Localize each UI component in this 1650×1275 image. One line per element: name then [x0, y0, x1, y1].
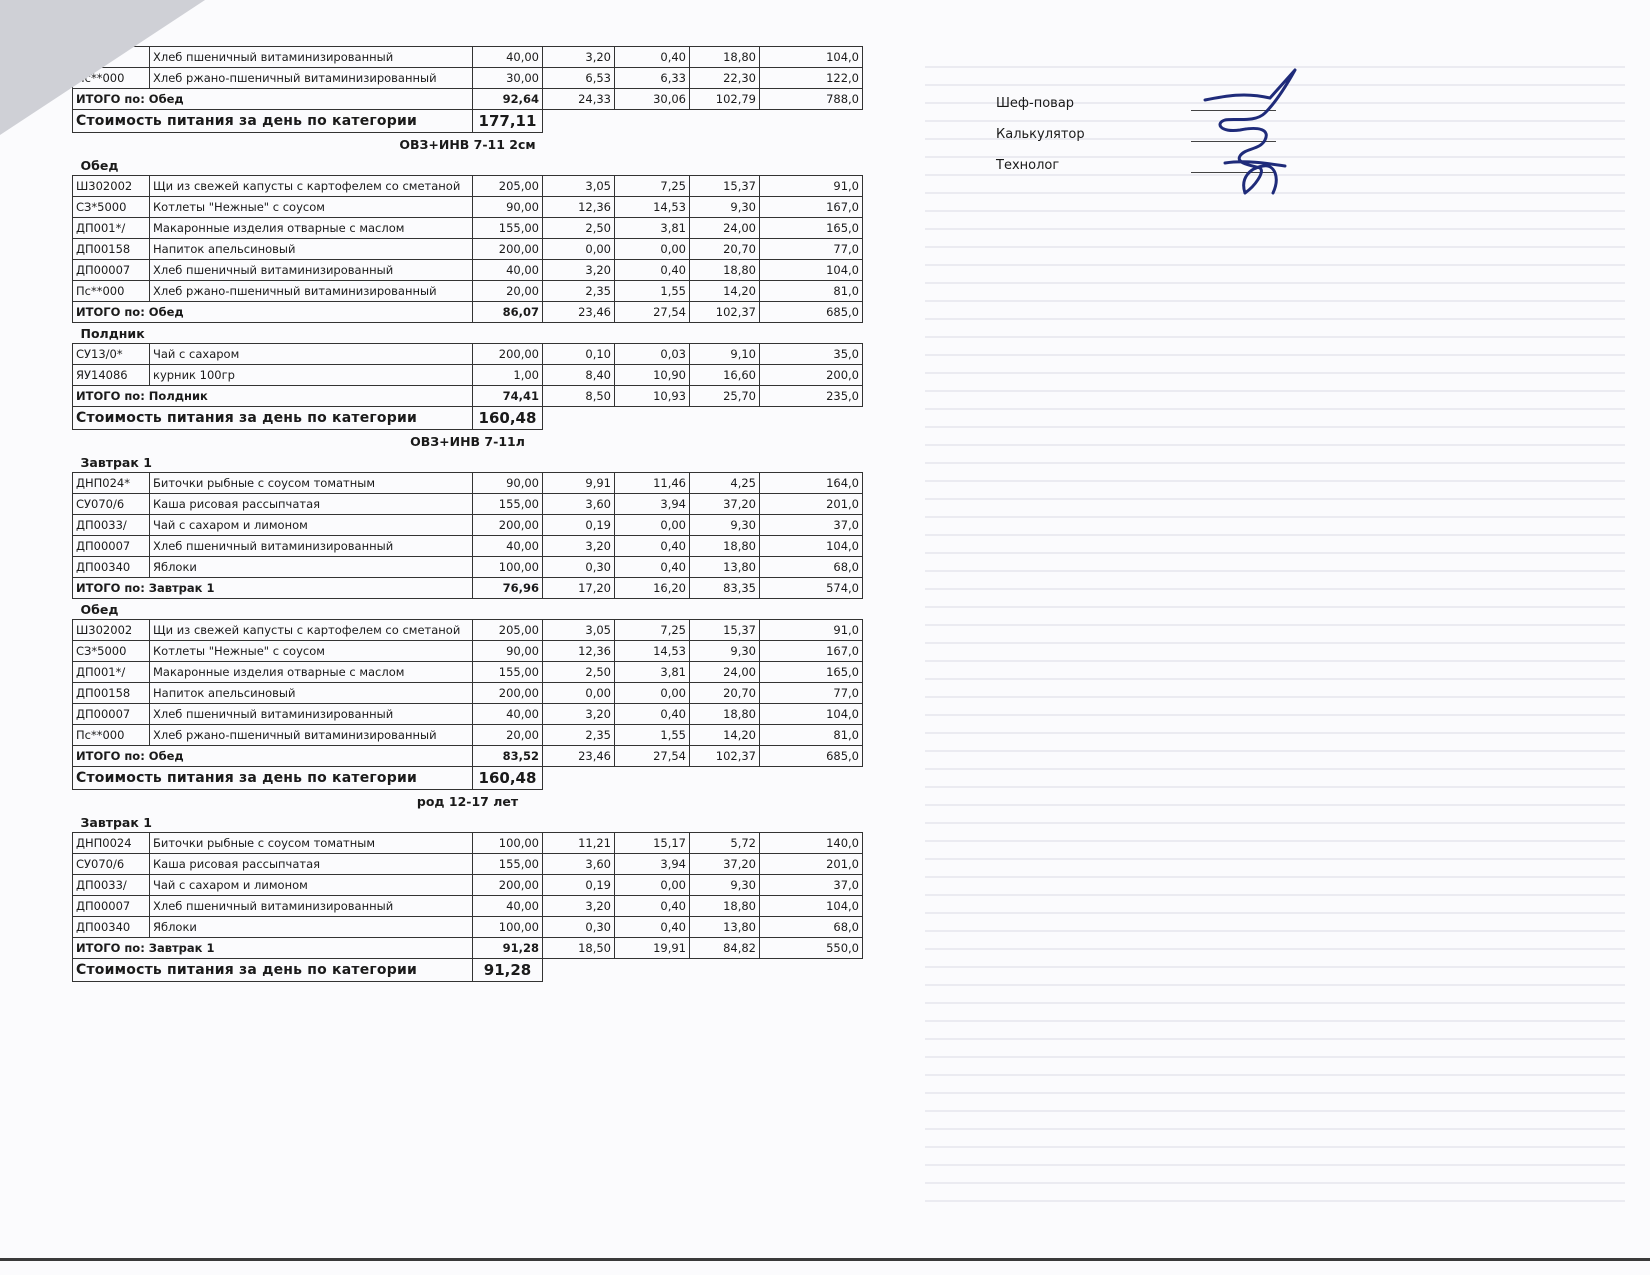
item-name: Хлеб ржано-пшеничный витаминизированный — [150, 725, 473, 746]
meal-total-value: 574,0 — [760, 578, 863, 599]
item-value: 1,55 — [615, 281, 690, 302]
item-value: 15,17 — [615, 833, 690, 854]
item-code: ДП00007 — [73, 536, 150, 557]
meal-total-label: ИТОГО по: Обед — [73, 746, 473, 767]
item-value: 40,00 — [473, 260, 543, 281]
meal-total-value: 788,0 — [760, 89, 863, 110]
item-name: Щи из свежей капусты с картофелем со сметаной — [150, 620, 473, 641]
meal-heading: Полдник — [80, 325, 145, 341]
item-value: 6,33 — [615, 68, 690, 89]
item-value: 0,00 — [615, 683, 690, 704]
meal-total-value: 18,50 — [543, 938, 615, 959]
item-value: 11,21 — [543, 833, 615, 854]
item-value: 40,00 — [473, 47, 543, 68]
item-value: 0,19 — [543, 515, 615, 536]
menu-item-row — [73, 662, 863, 683]
meal-total-row — [73, 578, 863, 599]
item-name: Хлеб пшеничный витаминизированный — [150, 896, 473, 917]
item-value: 68,0 — [760, 917, 863, 938]
meal-total-value: 19,91 — [615, 938, 690, 959]
item-value: 24,00 — [690, 218, 760, 239]
item-value: 18,80 — [690, 536, 760, 557]
item-value: 0,40 — [615, 917, 690, 938]
item-value: 3,20 — [543, 536, 615, 557]
meal-total-value: 23,46 — [543, 302, 615, 323]
item-value: 14,20 — [690, 281, 760, 302]
item-name: Каша рисовая рассыпчатая — [150, 494, 473, 515]
meal-total-value: 16,20 — [615, 578, 690, 599]
menu-item-row — [73, 896, 863, 917]
item-code: ЯУ14086 — [73, 365, 150, 386]
menu-table — [72, 46, 863, 982]
meal-heading: Завтрак 1 — [80, 814, 152, 830]
item-name: Котлеты "Нежные" с соусом — [150, 197, 473, 218]
category-heading: ОВЗ+ИНВ 7-11 2см — [399, 136, 536, 152]
meal-heading-row — [73, 812, 863, 833]
item-value: 20,70 — [690, 239, 760, 260]
item-name: Хлеб пшеничный витаминизированный — [150, 260, 473, 281]
item-value: 37,20 — [690, 854, 760, 875]
item-code: ДП001*/ — [73, 662, 150, 683]
item-value: 3,94 — [615, 494, 690, 515]
item-code: СЗ*5000 — [73, 197, 150, 218]
meal-total-row — [73, 938, 863, 959]
meal-total-row — [73, 386, 863, 407]
item-value: 4,25 — [690, 473, 760, 494]
item-name: Хлеб пшеничный витаминизированный — [150, 704, 473, 725]
spacer — [543, 110, 863, 133]
daily-cost-label: Стоимость питания за день по категории — [73, 767, 473, 790]
item-value: 200,00 — [473, 683, 543, 704]
item-value: 3,60 — [543, 854, 615, 875]
menu-item-row — [73, 281, 863, 302]
item-code: ДП0033/ — [73, 875, 150, 896]
menu-item-row — [73, 620, 863, 641]
item-name: Хлеб ржано-пшеничный витаминизированный — [150, 281, 473, 302]
item-name: Яблоки — [150, 917, 473, 938]
menu-item-row — [73, 917, 863, 938]
menu-item-row — [73, 344, 863, 365]
item-value: 20,00 — [473, 725, 543, 746]
item-value: 14,53 — [615, 197, 690, 218]
meal-total-label: ИТОГО по: Обед — [73, 89, 473, 110]
meal-heading-row — [73, 323, 863, 344]
item-value: 2,35 — [543, 281, 615, 302]
item-value: 104,0 — [760, 260, 863, 281]
item-value: 9,91 — [543, 473, 615, 494]
meal-heading-row — [73, 452, 863, 473]
calculator-label: Калькулятор — [996, 127, 1085, 142]
handwritten-signature — [1185, 68, 1300, 203]
item-code: ДП00158 — [73, 239, 150, 260]
meal-total-value: 91,28 — [473, 938, 543, 959]
meal-total-value: 550,0 — [760, 938, 863, 959]
item-value: 104,0 — [760, 536, 863, 557]
item-name: Котлеты "Нежные" с соусом — [150, 641, 473, 662]
menu-document — [72, 46, 862, 982]
item-code: ДП00340 — [73, 557, 150, 578]
item-value: 155,00 — [473, 854, 543, 875]
item-value: 167,0 — [760, 641, 863, 662]
item-value: 90,00 — [473, 473, 543, 494]
item-value: 12,36 — [543, 641, 615, 662]
menu-item-row — [73, 536, 863, 557]
item-value: 122,0 — [760, 68, 863, 89]
item-value: 155,00 — [473, 494, 543, 515]
item-code: ДНП0024 — [73, 833, 150, 854]
meal-total-value: 102,37 — [690, 302, 760, 323]
item-value: 3,81 — [615, 218, 690, 239]
item-name: Хлеб пшеничный витаминизированный — [150, 536, 473, 557]
meal-heading: Обед — [80, 601, 119, 617]
item-value: 37,0 — [760, 875, 863, 896]
meal-total-row — [73, 746, 863, 767]
item-name: Биточки рыбные с соусом томатным — [150, 473, 473, 494]
item-value: 3,20 — [543, 260, 615, 281]
item-value: 18,80 — [690, 260, 760, 281]
item-value: 0,00 — [615, 239, 690, 260]
item-name: курник 100гр — [150, 365, 473, 386]
item-value: 3,05 — [543, 620, 615, 641]
item-value: 37,0 — [760, 515, 863, 536]
item-value: 3,20 — [543, 896, 615, 917]
menu-item-row — [73, 704, 863, 725]
meal-total-value: 102,79 — [690, 89, 760, 110]
item-value: 91,0 — [760, 620, 863, 641]
menu-item-row — [73, 365, 863, 386]
spacer — [543, 407, 863, 430]
item-name: Хлеб ржано-пшеничный витаминизированный — [150, 68, 473, 89]
meal-total-value: 685,0 — [760, 746, 863, 767]
item-code: Ш302002 — [73, 620, 150, 641]
item-value: 40,00 — [473, 896, 543, 917]
item-value: 0,40 — [615, 47, 690, 68]
menu-item-row — [73, 875, 863, 896]
item-value: 201,0 — [760, 854, 863, 875]
item-name: Каша рисовая рассыпчатая — [150, 854, 473, 875]
item-value: 14,53 — [615, 641, 690, 662]
item-value: 15,37 — [690, 620, 760, 641]
bleed-through-text — [925, 50, 1625, 1210]
item-value: 205,00 — [473, 176, 543, 197]
daily-cost-value: 160,48 — [473, 407, 543, 430]
chef-label: Шеф-повар — [996, 96, 1075, 111]
item-code: ДП00340 — [73, 917, 150, 938]
item-value: 0,00 — [615, 875, 690, 896]
item-value: 0,30 — [543, 557, 615, 578]
item-value: 2,50 — [543, 662, 615, 683]
menu-item-row — [73, 218, 863, 239]
item-code: ДП00007 — [73, 896, 150, 917]
item-name: Напиток апельсиновый — [150, 239, 473, 260]
item-value: 3,20 — [543, 704, 615, 725]
item-value: 37,20 — [690, 494, 760, 515]
item-value: 201,0 — [760, 494, 863, 515]
meal-total-value: 10,93 — [615, 386, 690, 407]
item-code: СУ070/6 — [73, 494, 150, 515]
item-value: 2,50 — [543, 218, 615, 239]
item-value: 200,00 — [473, 239, 543, 260]
item-code: Ш302002 — [73, 176, 150, 197]
daily-cost-value: 177,11 — [473, 110, 543, 133]
menu-item-row — [73, 176, 863, 197]
item-value: 205,00 — [473, 620, 543, 641]
meal-total-label: ИТОГО по: Полдник — [73, 386, 473, 407]
item-value: 13,80 — [690, 557, 760, 578]
item-value: 3,94 — [615, 854, 690, 875]
item-value: 0,30 — [543, 917, 615, 938]
item-value: 0,40 — [615, 896, 690, 917]
meal-total-value: 30,06 — [615, 89, 690, 110]
item-value: 164,0 — [760, 473, 863, 494]
item-value: 22,30 — [690, 68, 760, 89]
item-value: 7,25 — [615, 176, 690, 197]
meal-total-value: 102,37 — [690, 746, 760, 767]
item-value: 40,00 — [473, 704, 543, 725]
item-code: ДНП024* — [73, 473, 150, 494]
item-value: 81,0 — [760, 725, 863, 746]
item-name: Яблоки — [150, 557, 473, 578]
item-value: 100,00 — [473, 917, 543, 938]
item-value: 3,60 — [543, 494, 615, 515]
item-value: 20,00 — [473, 281, 543, 302]
menu-item-row — [73, 854, 863, 875]
item-name: Чай с сахаром и лимоном — [150, 515, 473, 536]
item-value: 200,0 — [760, 365, 863, 386]
item-value: 18,80 — [690, 896, 760, 917]
item-value: 77,0 — [760, 239, 863, 260]
item-value: 91,0 — [760, 176, 863, 197]
meal-total-value: 74,41 — [473, 386, 543, 407]
spacer — [543, 767, 863, 790]
item-value: 100,00 — [473, 557, 543, 578]
item-value: 0,00 — [543, 239, 615, 260]
daily-cost-label: Стоимость питания за день по категории — [73, 959, 473, 982]
meal-total-value: 27,54 — [615, 746, 690, 767]
item-code: Пс**000 — [73, 281, 150, 302]
item-name: Макаронные изделия отварные с маслом — [150, 218, 473, 239]
item-value: 68,0 — [760, 557, 863, 578]
item-value: 5,72 — [690, 833, 760, 854]
meal-total-value: 92,64 — [473, 89, 543, 110]
item-code: Пс**000 — [73, 68, 150, 89]
item-value: 8,40 — [543, 365, 615, 386]
item-value: 9,30 — [690, 875, 760, 896]
item-value: 0,19 — [543, 875, 615, 896]
daily-cost-row — [73, 407, 863, 430]
technologist-label: Технолог — [996, 158, 1060, 173]
page-bottom-edge — [0, 1258, 1650, 1261]
category-heading-row — [73, 790, 863, 813]
item-value: 165,0 — [760, 662, 863, 683]
item-name: Биточки рыбные с соусом томатным — [150, 833, 473, 854]
meal-total-value: 83,52 — [473, 746, 543, 767]
item-value: 90,00 — [473, 197, 543, 218]
category-heading: ОВЗ+ИНВ 7-11л — [410, 433, 525, 449]
item-value: 6,53 — [543, 68, 615, 89]
item-value: 200,00 — [473, 515, 543, 536]
menu-item-row — [73, 239, 863, 260]
meal-heading-row — [73, 599, 863, 620]
menu-item-row — [73, 197, 863, 218]
item-value: 35,0 — [760, 344, 863, 365]
meal-heading-row — [73, 155, 863, 176]
item-value: 77,0 — [760, 683, 863, 704]
item-value: 0,10 — [543, 344, 615, 365]
item-value: 0,40 — [615, 557, 690, 578]
folded-corner — [0, 0, 205, 135]
category-heading-row — [73, 430, 863, 453]
category-heading: род 12-17 лет — [416, 793, 519, 809]
item-value: 9,30 — [690, 515, 760, 536]
item-name: Хлеб пшеничный витаминизированный — [150, 47, 473, 68]
item-name: Макаронные изделия отварные с маслом — [150, 662, 473, 683]
item-value: 104,0 — [760, 47, 863, 68]
meal-total-value: 76,96 — [473, 578, 543, 599]
menu-item-row — [73, 473, 863, 494]
item-value: 9,30 — [690, 197, 760, 218]
meal-total-value: 8,50 — [543, 386, 615, 407]
item-value: 81,0 — [760, 281, 863, 302]
item-value: 140,0 — [760, 833, 863, 854]
menu-item-row — [73, 494, 863, 515]
menu-item-row — [73, 515, 863, 536]
menu-item-row — [73, 683, 863, 704]
item-value: 155,00 — [473, 662, 543, 683]
meal-total-value: 23,46 — [543, 746, 615, 767]
meal-heading: Обед — [80, 157, 119, 173]
item-value: 3,05 — [543, 176, 615, 197]
item-name: Напиток апельсиновый — [150, 683, 473, 704]
item-value: 104,0 — [760, 896, 863, 917]
item-value: 9,30 — [690, 641, 760, 662]
meal-total-value: 25,70 — [690, 386, 760, 407]
item-code: СУ070/6 — [73, 854, 150, 875]
item-value: 16,60 — [690, 365, 760, 386]
meal-total-value: 83,35 — [690, 578, 760, 599]
item-code: ДП0033/ — [73, 515, 150, 536]
item-value: 0,40 — [615, 260, 690, 281]
menu-item-row — [73, 557, 863, 578]
daily-cost-label: Стоимость питания за день по категории — [73, 110, 473, 133]
meal-total-row — [73, 302, 863, 323]
item-value: 30,00 — [473, 68, 543, 89]
item-code: ДП001*/ — [73, 218, 150, 239]
item-name: Щи из свежей капусты с картофелем со сметаной — [150, 176, 473, 197]
item-code: ДП00007 — [73, 260, 150, 281]
item-value: 14,20 — [690, 725, 760, 746]
spacer — [543, 959, 863, 982]
item-value: 40,00 — [473, 536, 543, 557]
meal-total-value: 24,33 — [543, 89, 615, 110]
category-heading-row — [73, 133, 863, 156]
item-value: 200,00 — [473, 875, 543, 896]
item-code: СУ13/0* — [73, 344, 150, 365]
meal-total-label: ИТОГО по: Обед — [73, 302, 473, 323]
item-value: 165,0 — [760, 218, 863, 239]
item-value: 0,40 — [615, 536, 690, 557]
item-value: 155,00 — [473, 218, 543, 239]
item-code: ДП00158 — [73, 683, 150, 704]
menu-item-row — [73, 725, 863, 746]
item-value: 1,00 — [473, 365, 543, 386]
item-value: 13,80 — [690, 917, 760, 938]
item-value: 200,00 — [473, 344, 543, 365]
menu-item-row — [73, 833, 863, 854]
item-value: 12,36 — [543, 197, 615, 218]
item-name: Чай с сахаром и лимоном — [150, 875, 473, 896]
meal-total-label: ИТОГО по: Завтрак 1 — [73, 578, 473, 599]
item-value: 1,55 — [615, 725, 690, 746]
item-value: 9,10 — [690, 344, 760, 365]
item-value: 7,25 — [615, 620, 690, 641]
daily-cost-value: 160,48 — [473, 767, 543, 790]
item-value: 3,81 — [615, 662, 690, 683]
meal-heading: Завтрак 1 — [80, 454, 152, 470]
item-code: Пс**000 — [73, 725, 150, 746]
item-value: 20,70 — [690, 683, 760, 704]
item-value: 18,80 — [690, 704, 760, 725]
meal-total-label: ИТОГО по: Завтрак 1 — [73, 938, 473, 959]
meal-total-value: 17,20 — [543, 578, 615, 599]
item-value: 18,80 — [690, 47, 760, 68]
item-name: Чай с сахаром — [150, 344, 473, 365]
item-value: 0,00 — [615, 515, 690, 536]
item-value: 0,40 — [615, 704, 690, 725]
item-value: 15,37 — [690, 176, 760, 197]
menu-item-row — [73, 641, 863, 662]
daily-cost-row — [73, 959, 863, 982]
item-value: 3,20 — [543, 47, 615, 68]
meal-total-value: 84,82 — [690, 938, 760, 959]
item-value: 0,00 — [543, 683, 615, 704]
item-value: 10,90 — [615, 365, 690, 386]
daily-cost-label: Стоимость питания за день по категории — [73, 407, 473, 430]
meal-total-value: 685,0 — [760, 302, 863, 323]
item-value: 167,0 — [760, 197, 863, 218]
daily-cost-value: 91,28 — [473, 959, 543, 982]
menu-item-row — [73, 260, 863, 281]
item-value: 11,46 — [615, 473, 690, 494]
meal-total-value: 86,07 — [473, 302, 543, 323]
item-code: СЗ*5000 — [73, 641, 150, 662]
meal-total-value: 27,54 — [615, 302, 690, 323]
item-value: 24,00 — [690, 662, 760, 683]
item-value: 2,35 — [543, 725, 615, 746]
daily-cost-row — [73, 767, 863, 790]
item-code: ДП00007 — [73, 704, 150, 725]
item-value: 90,00 — [473, 641, 543, 662]
meal-total-value: 235,0 — [760, 386, 863, 407]
item-value: 100,00 — [473, 833, 543, 854]
item-value: 0,03 — [615, 344, 690, 365]
item-value: 104,0 — [760, 704, 863, 725]
